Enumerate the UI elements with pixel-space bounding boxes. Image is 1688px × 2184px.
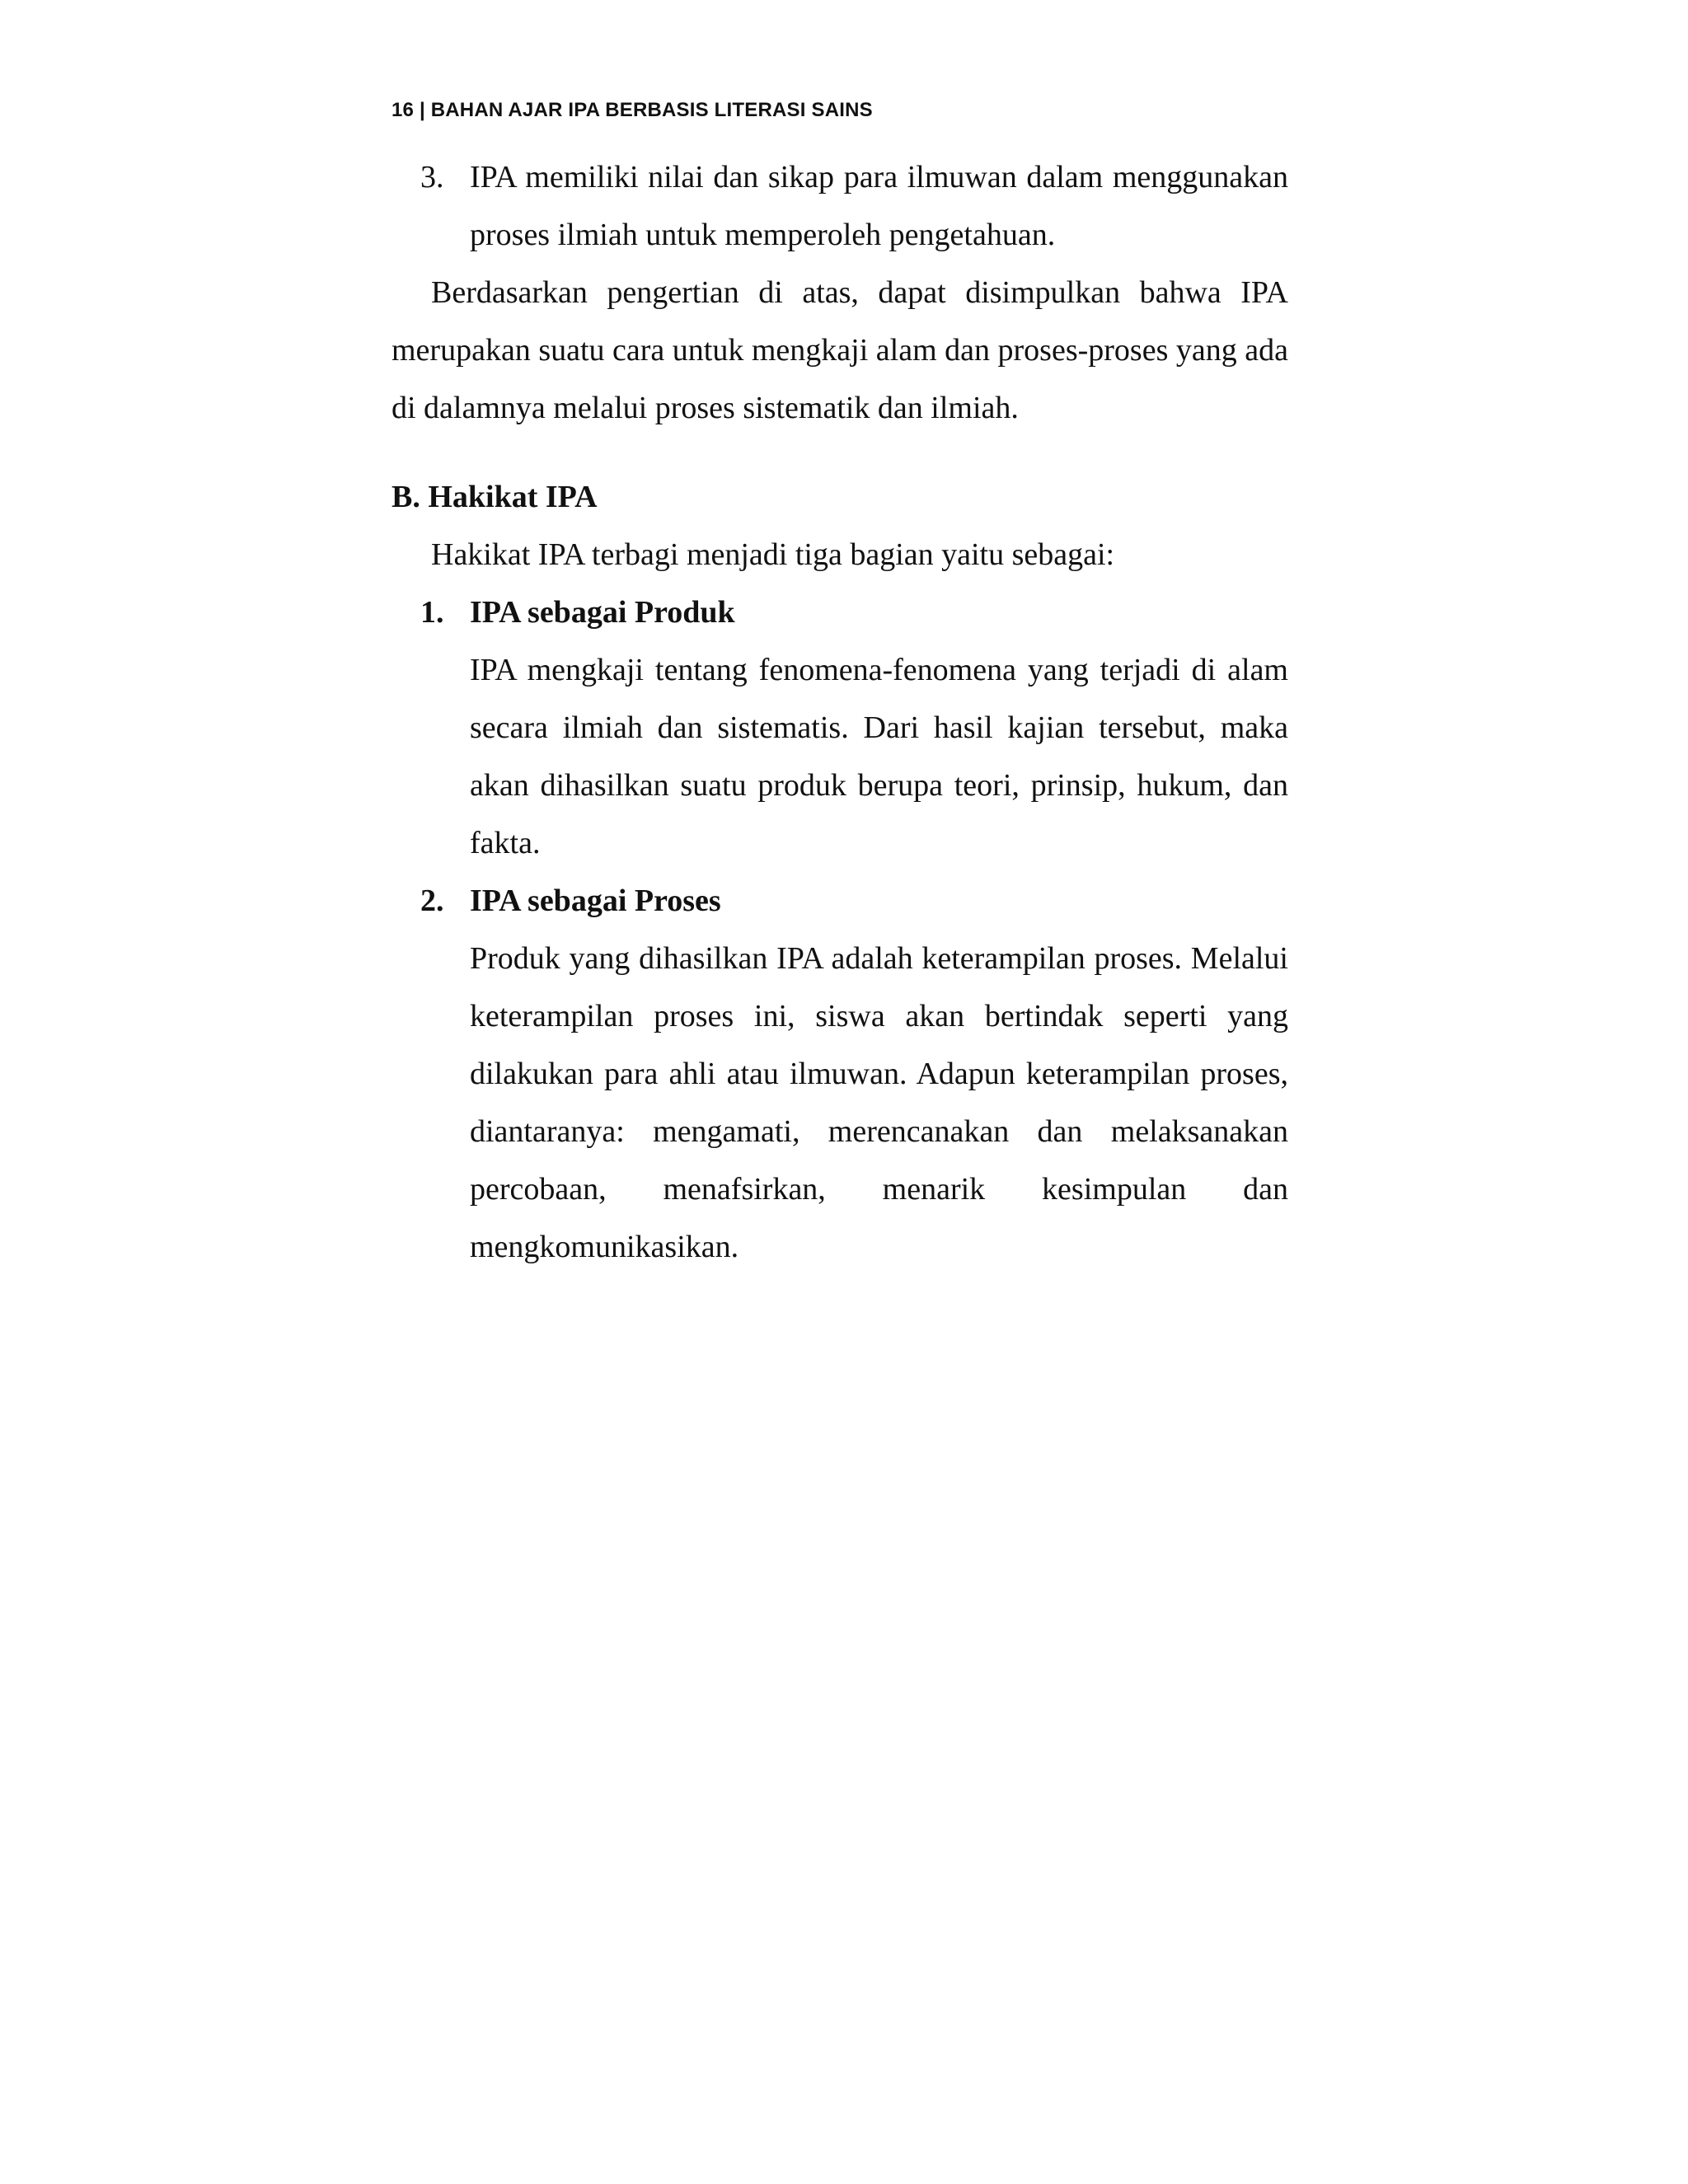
subsection-title: IPA sebagai Proses <box>470 883 721 918</box>
list-item-3 <box>392 148 1288 264</box>
subsection-body: Produk yang dihasilkan IPA adalah keterampilan proses. Melalui keterampilan proses ini, siswa akan bertindak seperti yang dilakukan para ahli atau ilmuwan. Adapun keterampilan proses, diantaranya: mengamati, merencanakan dan melaksanakan percobaan, menafsirkan, menarik kesimpulan dan mengkomunikasikan. <box>470 941 1288 1264</box>
list-item-number: 2. <box>420 883 444 918</box>
list-item-text: IPA memiliki nilai dan sikap para ilmuwan dalam menggunakan proses ilmiah untuk memperoleh pengetahuan. <box>470 160 1288 252</box>
running-head: 16 | BAHAN AJAR IPA BERBASIS LITERASI SAINS <box>392 99 873 121</box>
section-heading: B. Hakikat IPA <box>392 480 598 514</box>
list-item-number: 1. <box>420 595 444 630</box>
conclusion-paragraph: Berdasarkan pengertian di atas, dapat disimpulkan bahwa IPA merupakan suatu cara untuk mengkaji alam dan proses-proses yang ada di dalamnya melalui proses sistematik dan ilmiah. <box>392 275 1288 425</box>
list-item-number: 3. <box>420 160 444 194</box>
list-item-proses <box>392 872 1288 1276</box>
subsection-title: IPA sebagai Produk <box>470 595 735 630</box>
section-intro: Hakikat IPA terbagi menjadi tiga bagian yaitu sebagai: <box>431 537 1115 572</box>
subsection-body: IPA mengkaji tentang fenomena-fenomena yang terjadi di alam secara ilmiah dan sistematis. Dari hasil kajian tersebut, maka akan dihasilkan suatu produk berupa teori, prinsip, hukum, dan fakta. <box>470 653 1288 860</box>
page-body <box>392 148 1288 1276</box>
list-item-produk <box>392 583 1288 872</box>
